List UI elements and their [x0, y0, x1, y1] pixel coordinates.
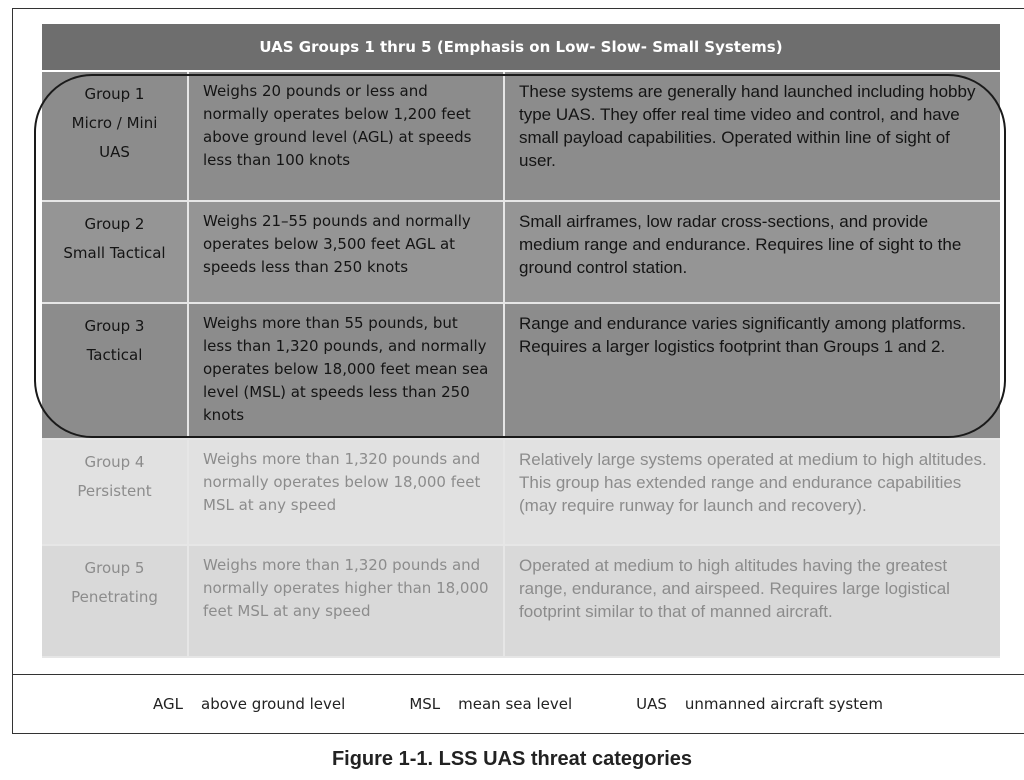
legend-abbr: AGL [153, 695, 184, 713]
criteria-cell: Weighs more than 1,320 pounds and normally operates higher than 18,000 feet MSL at any speed [189, 546, 505, 656]
group-type: UAS [99, 143, 130, 161]
description-cell: Small airframes, low radar cross-sections, and provide medium range and endurance. Requires line of sight to the ground control station. [519, 212, 962, 277]
criteria-cell: Weighs more than 1,320 pounds and normally operates below 18,000 feet MSL at any speed [189, 440, 505, 544]
legend-text: unmanned aircraft system [684, 695, 883, 713]
table-row-group-2 [42, 202, 1000, 304]
group-type: Small Tactical [63, 244, 166, 262]
legend-item-uas [636, 695, 883, 713]
group-cell [42, 440, 189, 544]
legend-divider [12, 674, 1024, 675]
legend-text: mean sea level [458, 695, 573, 713]
criteria-cell: Weighs 21–55 pounds and normally operates below 3,500 feet AGL at speeds less than 250 knots [189, 202, 505, 302]
criteria-cell: Weighs 20 pounds or less and normally operates below 1,200 feet above ground level (AGL) at speeds less than 100 knots [189, 72, 505, 200]
group-type: Micro / Mini [71, 114, 158, 132]
group-cell [42, 304, 189, 438]
table-row-group-5 [42, 546, 1000, 658]
figure-caption: Figure 1-1. LSS UAS threat categories [331, 748, 693, 770]
legend-item-msl [409, 695, 572, 713]
group-cell [42, 546, 189, 656]
group-name: Group 5 [84, 559, 145, 577]
group-cell [42, 202, 189, 302]
table-row-group-1 [42, 72, 1000, 202]
legend-abbr: UAS [636, 695, 667, 713]
table-title: UAS Groups 1 thru 5 (Emphasis on Low- Slow- Small Systems) [42, 24, 1000, 72]
legend [12, 676, 1024, 732]
group-type: Tactical [86, 346, 143, 364]
table-row-group-4 [42, 440, 1000, 546]
criteria-cell: Weighs more than 55 pounds, but less than 1,320 pounds, and normally operates below 18,000 feet mean sea level (MSL) at speeds less than 250 knots [189, 304, 505, 438]
group-type: Penetrating [71, 588, 158, 606]
table-row-group-3 [42, 304, 1000, 440]
description-cell: Range and endurance varies significantly among platforms. Requires a larger logistics footprint than Groups 1 and 2. [519, 314, 966, 356]
description-cell: These systems are generally hand launched including hobby type UAS. They offer real time video and control, and have small payload capabilities. Operated within line of sight of user. [519, 82, 976, 170]
uas-groups-table [42, 24, 1000, 658]
group-name: Group 1 [84, 85, 145, 103]
group-name: Group 2 [84, 215, 145, 233]
group-name: Group 3 [84, 317, 145, 335]
description-cell: Operated at medium to high altitudes having the greatest range, endurance, and airspeed. Requires large logistical footprint similar to that of manned aircraft. [519, 556, 950, 621]
group-name: Group 4 [84, 453, 145, 471]
group-cell [42, 72, 189, 200]
legend-abbr: MSL [409, 695, 441, 713]
description-cell: Relatively large systems operated at medium to high altitudes. This group has extended range and endurance capabilities (may require runway for launch and recovery). [519, 450, 987, 515]
legend-text: above ground level [201, 695, 346, 713]
group-type: Persistent [77, 482, 152, 500]
legend-item-agl [153, 695, 345, 713]
